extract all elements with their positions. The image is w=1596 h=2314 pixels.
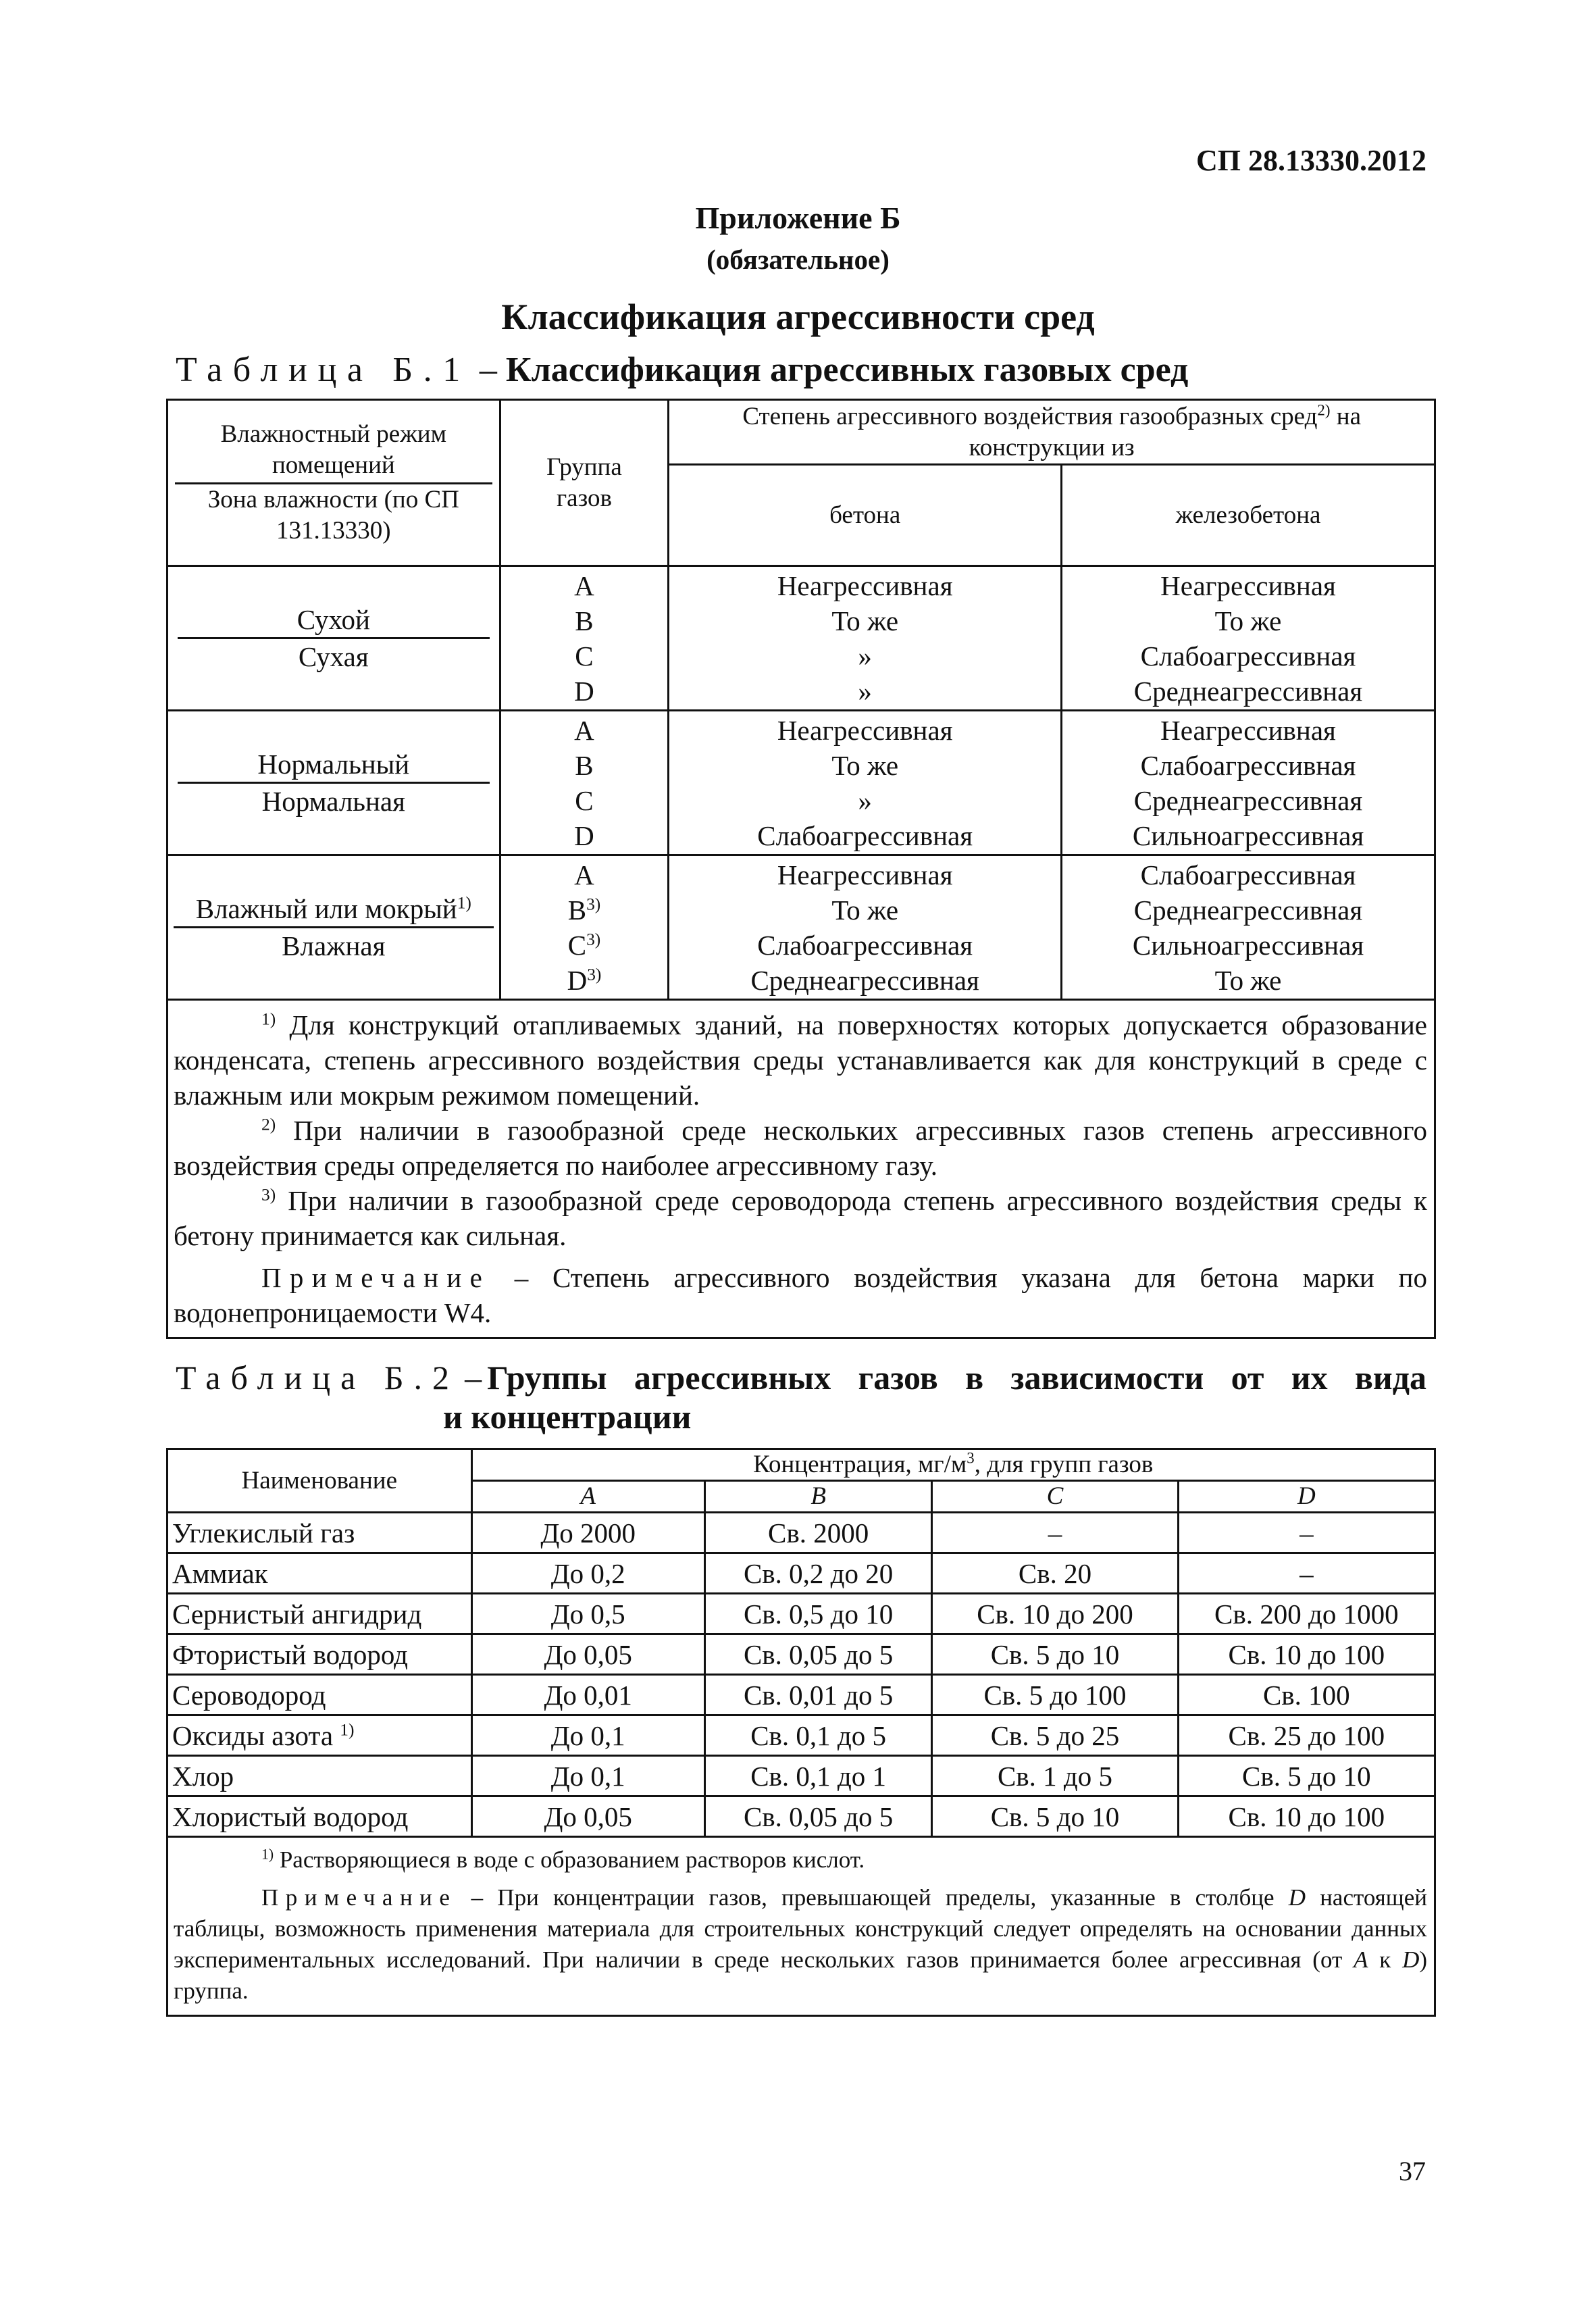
- regime-label-text: Влажный или мокрый: [195, 893, 457, 924]
- value-d: –: [1178, 1553, 1435, 1594]
- degree-value: Неагрессивная: [1160, 570, 1336, 601]
- group-letter-text: A: [574, 859, 594, 890]
- gas-name: Фтористый водород: [168, 1634, 472, 1675]
- group-letter: B: [575, 605, 594, 636]
- group-letter: [505, 963, 664, 998]
- table1-block-normal: [168, 711, 1435, 855]
- gas-name: Сернистый ангидрид: [168, 1594, 472, 1634]
- table1: [166, 399, 1436, 1339]
- table2-notes: [168, 1837, 1435, 2016]
- header-concentration-text: Концентрация, мг/м: [753, 1451, 967, 1478]
- group-letter: A: [574, 570, 594, 601]
- table1-caption-prefix: Таблица Б.1: [176, 351, 471, 389]
- value-a: До 0,01: [471, 1675, 704, 1715]
- table-row: [168, 1594, 1435, 1634]
- header-concentration-tail: , для групп газов: [974, 1451, 1154, 1478]
- value-c: –: [932, 1513, 1178, 1553]
- value-b: Св. 0,05 до 5: [704, 1634, 931, 1675]
- value-c: Св. 5 до 10: [932, 1634, 1178, 1675]
- table2-caption-prefix: Таблица Б.2: [176, 1359, 460, 1397]
- table1-block-dry: [168, 566, 1435, 711]
- group-letter: [505, 892, 664, 928]
- value-d: –: [1178, 1513, 1435, 1553]
- degree-value: Слабоагрессивная: [1140, 640, 1356, 672]
- value-d: Св. 5 до 10: [1178, 1756, 1435, 1796]
- table1-notes: [168, 1000, 1435, 1338]
- value-a: До 0,5: [471, 1594, 704, 1634]
- table-row: [168, 1675, 1435, 1715]
- reinforced-cell: [1062, 855, 1435, 1000]
- remark-italic-letter: A: [1354, 1946, 1368, 1973]
- header-reinforced: железобетона: [1062, 465, 1435, 566]
- document-code: СП 28.13330.2012: [1196, 144, 1426, 177]
- gas-name: [168, 1715, 472, 1756]
- table1-caption-title: Классификация агрессивных газовых сред: [505, 351, 1189, 389]
- value-a: До 0,1: [471, 1715, 704, 1756]
- value-c: Св. 5 до 25: [932, 1715, 1178, 1756]
- table-row: [168, 1634, 1435, 1675]
- regime-footnote: 1): [457, 893, 471, 913]
- value-c: Св. 5 до 100: [932, 1675, 1178, 1715]
- regime-zone-cell: [168, 855, 500, 1000]
- header-group-d: D: [1178, 1481, 1435, 1513]
- footnote-text: При наличии в газообразной среде сероводорода степень агрессивного воздействия среды к бетону принимается как сильная.: [174, 1185, 1427, 1251]
- regime-zone-cell: [168, 711, 500, 855]
- value-a: До 0,05: [471, 1634, 704, 1675]
- regime-zone-cell: [168, 566, 500, 711]
- degree-value: Неагрессивная: [777, 570, 953, 601]
- gas-name: Углекислый газ: [168, 1513, 472, 1553]
- footnote-mark: 1): [261, 1009, 276, 1029]
- table-row: [168, 1796, 1435, 1837]
- value-d: Св. 25 до 100: [1178, 1715, 1435, 1756]
- group-cell: [500, 566, 669, 711]
- remark-label: Примечание: [261, 1262, 491, 1293]
- table1-notes-row: [168, 1000, 1435, 1338]
- value-a: До 0,1: [471, 1756, 704, 1796]
- degree-value: Среднеагрессивная: [1133, 675, 1363, 707]
- table-row: [168, 1715, 1435, 1756]
- header-group-c: C: [932, 1481, 1178, 1513]
- group-letter-text: C: [567, 929, 587, 961]
- header-regime-zone: [168, 400, 500, 566]
- degree-value: То же: [831, 749, 899, 781]
- group-letter: C: [575, 784, 594, 816]
- remark-italic-letter: D: [1402, 1946, 1420, 1973]
- degree-value: Среднеагрессивная: [1133, 894, 1363, 926]
- degree-value: Среднеагрессивная: [750, 964, 979, 996]
- appendix-title: Приложение Б: [695, 201, 901, 235]
- footnote-text: Для конструкций отапливаемых зданий, на поверхностях которых допускается образование конденсата, степень агрессивного воздействия среды устанавливается как для конструкций в среде с влажным или мокрым режимом помещений.: [174, 1009, 1427, 1111]
- concrete-cell: [669, 711, 1062, 855]
- group-footnote: 3): [586, 929, 601, 949]
- remark-text: ) группа.: [174, 1946, 1427, 2004]
- footnote-mark: 1): [261, 1846, 274, 1863]
- table1-block-wet: [168, 855, 1435, 1000]
- table2-caption-title-1: Группы агрессивных газов в зависимости от их вида: [487, 1359, 1426, 1397]
- footnote-mark: 3): [261, 1185, 276, 1205]
- table2-notes-row: [168, 1837, 1435, 2016]
- value-d: Св. 10 до 100: [1178, 1634, 1435, 1675]
- concrete-cell: [669, 855, 1062, 1000]
- header-group: Группа газов: [500, 400, 669, 566]
- header-name: Наименование: [168, 1449, 472, 1513]
- header-zone: Зона влажности (по СП 131.13330): [207, 486, 459, 545]
- appendix-heading: Классификация агрессивности сред: [501, 297, 1095, 337]
- group-cell: [500, 711, 669, 855]
- group-footnote: 3): [586, 894, 601, 913]
- degree-value: »: [858, 675, 872, 707]
- degree-value: »: [858, 784, 872, 816]
- reinforced-cell: [1062, 711, 1435, 855]
- header-degree-text: Степень агрессивного воздействия газообразных сред: [742, 402, 1318, 430]
- regime-label: Нормальный: [178, 747, 490, 784]
- group-letter: D: [574, 675, 594, 707]
- group-letter: A: [574, 714, 594, 746]
- header-group-b: B: [704, 1481, 931, 1513]
- degree-value: Сильноагрессивная: [1132, 820, 1364, 851]
- degree-value: То же: [831, 605, 899, 636]
- page-number: 37: [1399, 2156, 1426, 2186]
- header-group-a: A: [471, 1481, 704, 1513]
- gas-name: Хлористый водород: [168, 1796, 472, 1837]
- table1-remark: [174, 1260, 1427, 1330]
- table-row: [168, 1756, 1435, 1796]
- table-row: [168, 1513, 1435, 1553]
- table2-caption: [176, 1358, 1426, 1436]
- gas-name-footnote: 1): [340, 1719, 355, 1739]
- degree-value: Неагрессивная: [777, 859, 953, 890]
- footnote-1: [174, 1007, 1427, 1113]
- degree-value: То же: [831, 894, 899, 926]
- degree-value: Сильноагрессивная: [1132, 929, 1364, 961]
- header-regime: Влажностный режим помещений: [175, 419, 492, 484]
- header-concentration-sup: 3: [967, 1449, 975, 1467]
- remark-text: к: [1368, 1946, 1403, 1973]
- value-b: Св. 0,2 до 20: [704, 1553, 931, 1594]
- zone-label: Влажная: [282, 930, 386, 961]
- header-degree-footnote: 2): [1317, 401, 1331, 419]
- footnote-2: [174, 1113, 1427, 1183]
- footnote-text: При наличии в газообразной среде нескольких агрессивных газов степень агрессивного воздействия среды определяется по наиболее агрессивному газу.: [174, 1115, 1427, 1181]
- group-letter-text: D: [567, 964, 588, 996]
- value-c: Св. 20: [932, 1553, 1178, 1594]
- degree-value: Слабоагрессивная: [1140, 749, 1356, 781]
- group-letter: D: [574, 820, 594, 851]
- gas-name-text: Оксиды азота: [172, 1719, 334, 1751]
- header-concrete: бетона: [669, 465, 1062, 566]
- value-b: Св. 0,1 до 5: [704, 1715, 931, 1756]
- remark-text: – При концентрации газов, превышающей пределы, указанные в столбце: [457, 1884, 1289, 1911]
- zone-label: Сухая: [298, 641, 369, 672]
- gas-name: Сероводород: [168, 1675, 472, 1715]
- degree-value: То же: [1214, 605, 1282, 636]
- footnote-text: Растворяющиеся в воде с образованием растворов кислот.: [274, 1846, 865, 1873]
- gas-name: Хлор: [168, 1756, 472, 1796]
- header-concentration: [471, 1449, 1435, 1481]
- value-a: До 0,05: [471, 1796, 704, 1837]
- header-degree-tail: на конструкции из: [969, 402, 1361, 461]
- degree-value: Неагрессивная: [777, 714, 953, 746]
- table1-caption-dash: –: [479, 351, 497, 389]
- remark-italic-letter: D: [1288, 1884, 1306, 1911]
- value-b: Св. 0,01 до 5: [704, 1675, 931, 1715]
- regime-label: [174, 891, 494, 928]
- table2-remark: [174, 1882, 1427, 2007]
- zone-label: Нормальная: [261, 786, 405, 817]
- degree-value: Слабоагрессивная: [757, 929, 973, 961]
- table2-caption-title-2: и концентрации: [443, 1398, 692, 1436]
- group-letter-text: B: [567, 894, 587, 926]
- degree-value: Слабоагрессивная: [757, 820, 973, 851]
- degree-value: »: [858, 640, 872, 672]
- value-c: Св. 1 до 5: [932, 1756, 1178, 1796]
- table2-footnote: [174, 1844, 1427, 1876]
- value-d: Св. 200 до 1000: [1178, 1594, 1435, 1634]
- remark-text: – Степень агрессивного воздействия указана для бетона марки по водонепроницаемости W4.: [174, 1262, 1427, 1328]
- group-letter: [505, 928, 664, 963]
- table2-caption-dash: –: [465, 1359, 482, 1397]
- degree-value: Неагрессивная: [1160, 714, 1336, 746]
- value-a: До 2000: [471, 1513, 704, 1553]
- group-letter: B: [575, 749, 594, 781]
- footnote-mark: 2): [261, 1115, 276, 1134]
- remark-label: Примечание: [261, 1884, 457, 1911]
- value-b: Св. 0,05 до 5: [704, 1796, 931, 1837]
- remark-text: настоящей таблицы, возможность применения материала для строительных конструкций следует определять на основании данных экспериментальных исследований. При наличии в среде нескольких газов принимается более агрессивная (от: [174, 1884, 1427, 1973]
- degree-value: Слабоагрессивная: [1140, 859, 1356, 890]
- header-degree: [669, 400, 1435, 465]
- value-c: Св. 5 до 10: [932, 1796, 1178, 1837]
- value-d: Св. 10 до 100: [1178, 1796, 1435, 1837]
- value-b: Св. 2000: [704, 1513, 931, 1553]
- value-a: До 0,2: [471, 1553, 704, 1594]
- value-b: Св. 0,5 до 10: [704, 1594, 931, 1634]
- reinforced-cell: [1062, 566, 1435, 711]
- degree-value: Среднеагрессивная: [1133, 784, 1363, 816]
- gas-name: Аммиак: [168, 1553, 472, 1594]
- group-footnote: 3): [587, 964, 602, 984]
- appendix-status: (обязательное): [706, 244, 890, 275]
- table1-caption: [176, 350, 1188, 390]
- value-c: Св. 10 до 200: [932, 1594, 1178, 1634]
- footnote-3: [174, 1183, 1427, 1253]
- value-d: Св. 100: [1178, 1675, 1435, 1715]
- concrete-cell: [669, 566, 1062, 711]
- group-cell: [500, 855, 669, 1000]
- group-letter: [505, 857, 664, 892]
- value-b: Св. 0,1 до 1: [704, 1756, 931, 1796]
- group-letter: C: [575, 640, 594, 672]
- table2: [166, 1448, 1436, 2017]
- table-row: [168, 1553, 1435, 1594]
- regime-label: Сухой: [178, 602, 490, 639]
- degree-value: То же: [1214, 964, 1282, 996]
